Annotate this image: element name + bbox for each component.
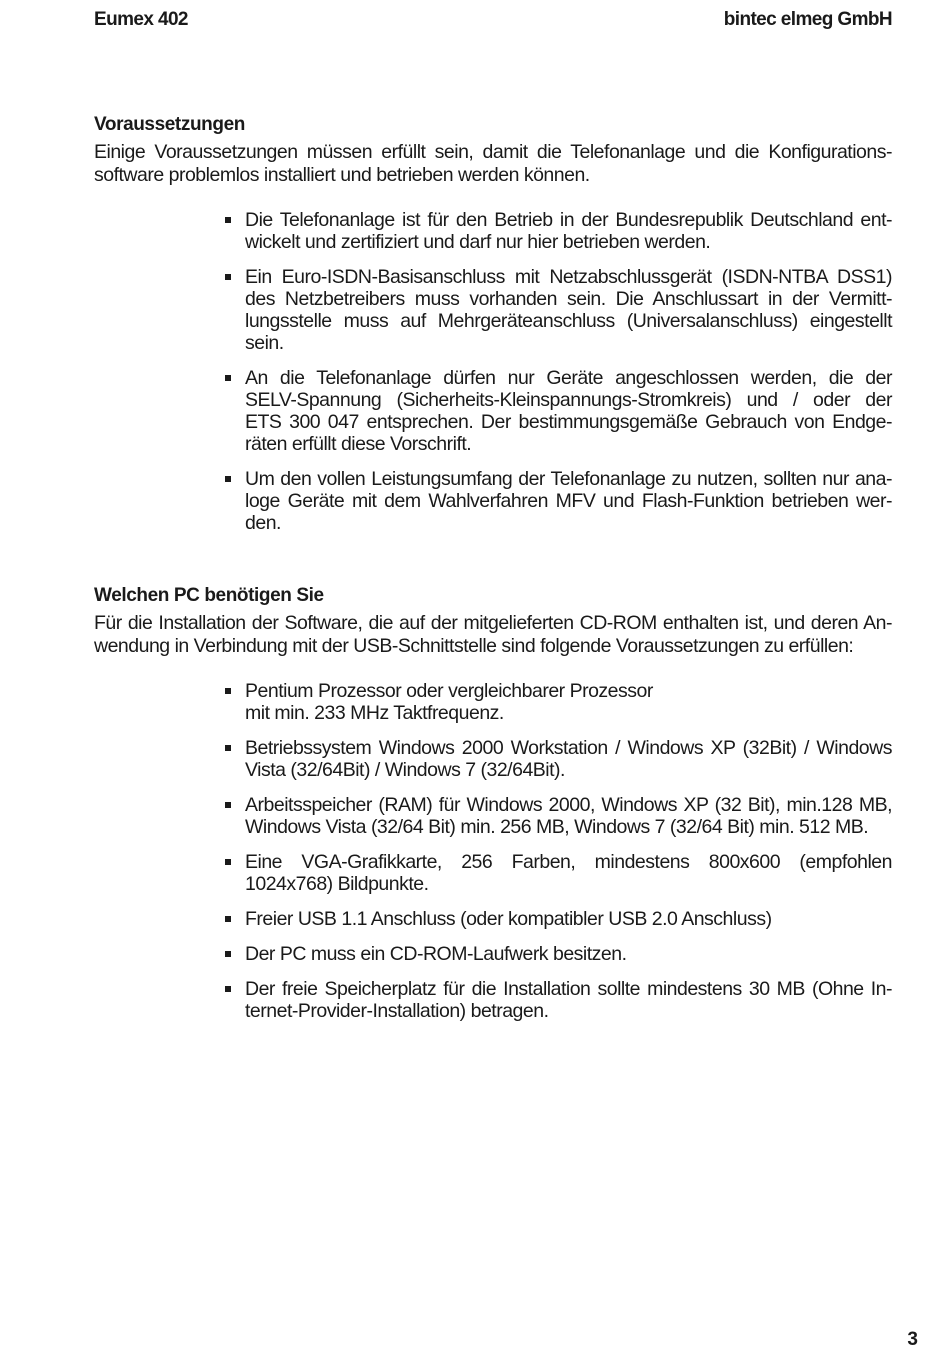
bullet-square-icon <box>225 217 231 223</box>
list-item-line: ternet-Provider-Installation) betragen. <box>245 1000 549 1022</box>
intro-line: Für die Installation der Software, die auf der mitgelieferten CD-ROM enthalten ist, und deren An- <box>94 612 892 634</box>
list-item-line: Eine VGA-Grafikkarte, 256 Farben, mindestens 800x600 (empfohlen <box>245 851 892 873</box>
requirements-list <box>245 209 892 534</box>
list-item <box>245 851 892 895</box>
section-title: Welchen PC benötigen Sie <box>94 585 324 606</box>
list-item-line: sein. <box>245 332 284 354</box>
list-item-line: Betriebssystem Windows 2000 Workstation / Windows XP (32Bit) / Windows <box>245 737 892 759</box>
intro-line: wendung in Verbindung mit der USB-Schnittstelle sind folgende Voraussetzungen zu erfüllen: <box>94 635 854 657</box>
list-item <box>245 737 892 781</box>
list-item-line: Windows Vista (32/64 Bit) min. 256 MB, Windows 7 (32/64 Bit) min. 512 MB. <box>245 816 869 838</box>
section-intro <box>94 141 892 187</box>
list-item-line: den. <box>245 512 281 534</box>
header-company-name: bintec elmeg GmbH <box>723 9 892 30</box>
bullet-square-icon <box>225 802 231 808</box>
section-title: Voraussetzungen <box>94 114 245 135</box>
section-voraussetzungen <box>94 112 892 547</box>
list-item-line: loge Geräte mit dem Wahlverfahren MFV und Flash-Funktion betrieben wer- <box>245 490 892 512</box>
bullet-square-icon <box>225 745 231 751</box>
pc-requirements-list <box>245 680 892 1022</box>
list-item-line: SELV-Spannung (Sicherheits-Kleinspannungs-Stromkreis) und / oder der <box>245 389 892 411</box>
list-item <box>245 468 892 534</box>
list-item-line: Um den vollen Leistungsumfang der Telefonanlage zu nutzen, sollten nur ana- <box>245 468 892 490</box>
list-item-line: Ein Euro-ISDN-Basisanschluss mit Netzabschlussgerät (ISDN-NTBA DSS1) <box>245 266 892 288</box>
list-item-line: des Netzbetreibers muss vorhanden sein. Die Anschlussart in der Vermitt- <box>245 288 892 310</box>
list-item <box>245 680 892 724</box>
list-item-line: wickelt und zertifiziert und darf nur hier betrieben werden. <box>245 231 711 253</box>
list-item-line: Vista (32/64Bit) / Windows 7 (32/64Bit). <box>245 759 565 781</box>
section-pc-requirements <box>94 583 892 1035</box>
list-item <box>245 978 892 1022</box>
list-item-line: Freier USB 1.1 Anschluss (oder kompatibler USB 2.0 Anschluss) <box>245 908 772 930</box>
list-item-line: lungsstelle muss auf Mehrgeräteanschluss (Universalanschluss) eingestellt <box>245 310 892 332</box>
page-number: 3 <box>907 1329 918 1350</box>
section-intro <box>94 612 892 658</box>
bullet-square-icon <box>225 916 231 922</box>
list-item-line: mit min. 233 MHz Taktfrequenz. <box>245 702 504 724</box>
list-item <box>245 794 892 838</box>
bullet-square-icon <box>225 375 231 381</box>
list-item <box>245 943 892 965</box>
list-item-line: 1024x768) Bildpunkte. <box>245 873 429 895</box>
list-item-line: An die Telefonanlage dürfen nur Geräte angeschlossen werden, die der <box>245 367 892 389</box>
list-item-line: Der freie Speicherplatz für die Installation sollte mindestens 30 MB (Ohne In- <box>245 978 892 1000</box>
list-item <box>245 367 892 455</box>
bullet-square-icon <box>225 951 231 957</box>
header-product-name: Eumex 402 <box>94 9 188 30</box>
intro-line: Einige Voraussetzungen müssen erfüllt sein, damit die Telefonanlage und die Konfigurations- <box>94 141 892 163</box>
bullet-square-icon <box>225 274 231 280</box>
list-item-line: Der PC muss ein CD-ROM-Laufwerk besitzen. <box>245 943 627 965</box>
list-item-line: räten erfüllt diese Vorschrift. <box>245 433 472 455</box>
list-item-line: ETS 300 047 entsprechen. Der bestimmungsgemäße Gebrauch von Endge- <box>245 411 892 433</box>
bullet-square-icon <box>225 476 231 482</box>
list-item-line: Die Telefonanlage ist für den Betrieb in der Bundesrepublik Deutschland ent- <box>245 209 892 231</box>
list-item-line: Pentium Prozessor oder vergleichbarer Prozessor <box>245 680 653 702</box>
bullet-square-icon <box>225 986 231 992</box>
list-item <box>245 209 892 253</box>
bullet-square-icon <box>225 688 231 694</box>
list-item <box>245 908 892 930</box>
intro-line: software problemlos installiert und betrieben werden können. <box>94 164 590 186</box>
list-item-line: Arbeitsspeicher (RAM) für Windows 2000, Windows XP (32 Bit), min.128 MB, <box>245 794 892 816</box>
bullet-square-icon <box>225 859 231 865</box>
list-item <box>245 266 892 354</box>
